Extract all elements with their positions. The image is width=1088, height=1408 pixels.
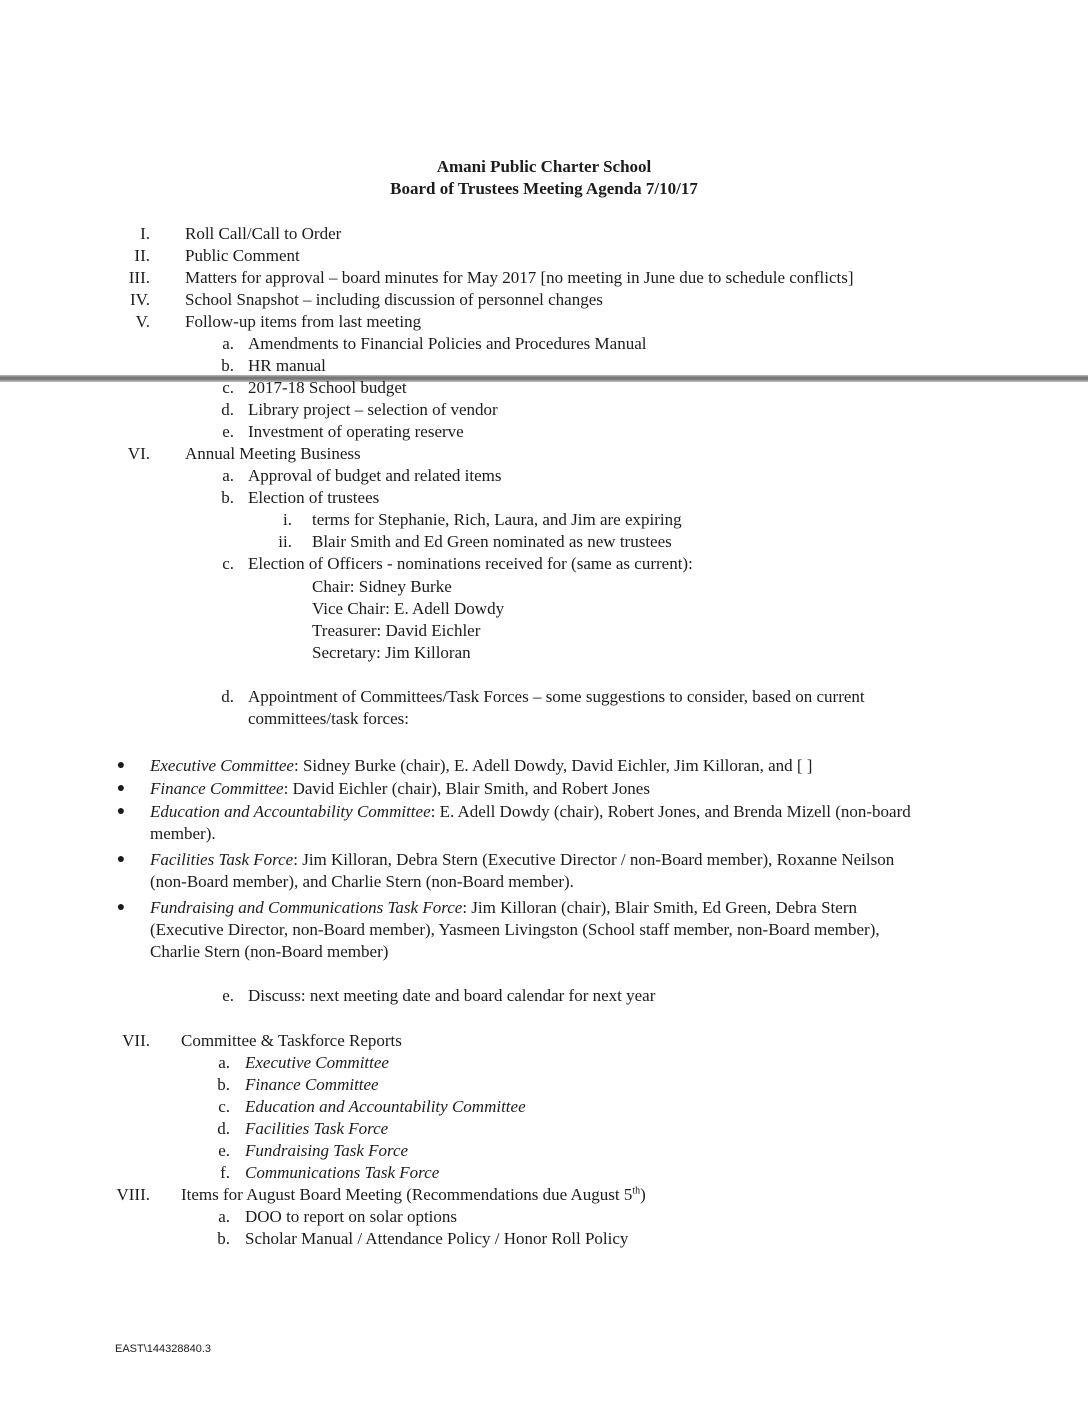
committee-facilities <box>150 849 930 893</box>
item-public-comment: Public Comment <box>185 246 300 265</box>
sub-item: Education and Accountability Committee <box>245 1097 526 1116</box>
sub-letter: a. <box>222 466 234 485</box>
committee-members: : E. Adell Dowdy (chair), Robert Jones, and Brenda Mizell (non-board member). <box>150 802 911 843</box>
scan-artifact-bar <box>0 375 1088 382</box>
item-number: IV. <box>130 290 150 309</box>
sub-roman: i. <box>283 510 292 529</box>
sub-item: Investment of operating reserve <box>248 422 464 441</box>
sub-letter: e. <box>222 986 234 1005</box>
sub-letter: e. <box>218 1141 230 1160</box>
item-number: VIII. <box>116 1185 150 1204</box>
sub-letter: a. <box>218 1053 230 1072</box>
document-id: EAST\144328840.3 <box>115 1343 212 1355</box>
sub-letter: b. <box>221 488 234 507</box>
committee-name: Education and Accountability Committee <box>150 802 431 821</box>
sub-letter: c. <box>218 1097 230 1116</box>
item-school-snapshot: School Snapshot – including discussion of personnel changes <box>185 290 603 309</box>
sub-item: Election of Officers - nominations received for (same as current): <box>248 554 693 573</box>
item-august-meeting <box>181 1184 646 1206</box>
sub-letter: d. <box>217 1119 230 1138</box>
sub-item: Finance Committee <box>245 1075 379 1094</box>
sub-letter: b. <box>221 356 234 375</box>
sub-letter: b. <box>217 1075 230 1094</box>
committee-finance <box>150 778 930 800</box>
sub-item: Facilities Task Force <box>245 1119 389 1138</box>
sub-letter: d. <box>221 687 234 706</box>
item-matters-approval: Matters for approval – board minutes for May 2017 [no meeting in June due to schedule conflicts] <box>185 268 854 287</box>
sub-item: Communications Task Force <box>245 1163 440 1182</box>
sub-letter: a. <box>218 1207 230 1226</box>
committee-executive <box>150 755 930 777</box>
sub-item: Approval of budget and related items <box>248 466 502 485</box>
sub-sub-item: Blair Smith and Ed Green nominated as new trustees <box>312 532 672 551</box>
committee-name: Facilities Task Force <box>150 850 294 869</box>
bullet-icon: ● <box>116 852 126 867</box>
committee-name: Fundraising and Communications Task Force <box>150 898 463 917</box>
agenda-title: Board of Trustees Meeting Agenda 7/10/17 <box>390 179 698 198</box>
officer-vice-chair: Vice Chair: E. Adell Dowdy <box>312 599 505 618</box>
item-committee-reports: Committee & Taskforce Reports <box>181 1031 402 1050</box>
item-number: VI. <box>127 444 150 463</box>
ordinal-suffix: th <box>632 1185 641 1197</box>
sub-item: DOO to report on solar options <box>245 1207 458 1226</box>
sub-item: 2017-18 School budget <box>248 378 407 397</box>
officer-chair: Chair: Sidney Burke <box>312 577 452 596</box>
sub-item-continued: committees/task forces: <box>248 709 409 728</box>
sub-sub-item: terms for Stephanie, Rich, Laura, and Jim are expiring <box>312 510 682 529</box>
sub-letter: e. <box>222 422 234 441</box>
sub-item: Executive Committee <box>245 1053 389 1072</box>
item-roll-call: Roll Call/Call to Order <box>185 224 342 243</box>
sub-letter: b. <box>217 1229 230 1248</box>
sub-item: Fundraising Task Force <box>245 1141 409 1160</box>
committee-members: : Jim Killoran, Debra Stern (Executive Director / non-Board member), Roxanne Neilson (non-Board member), and Charlie Stern (non-Board member). <box>150 850 895 891</box>
sub-letter: f. <box>220 1163 230 1182</box>
sub-letter: d. <box>221 400 234 419</box>
sub-item: Library project – selection of vendor <box>248 400 498 419</box>
item-number: III. <box>128 268 150 287</box>
bullet-icon: ● <box>116 758 126 773</box>
item-text-end: ) <box>640 1185 646 1204</box>
committee-members: : David Eichler (chair), Blair Smith, and Robert Jones <box>283 779 650 798</box>
item-text: Items for August Board Meeting (Recommendations due August 5 <box>181 1185 633 1204</box>
committee-education <box>150 801 930 845</box>
sub-item: Discuss: next meeting date and board calendar for next year <box>248 986 656 1005</box>
sub-item: Election of trustees <box>248 488 380 507</box>
officer-treasurer: Treasurer: David Eichler <box>312 621 481 640</box>
sub-letter: c. <box>222 378 234 397</box>
bullet-icon: ● <box>116 900 126 915</box>
item-number: II. <box>134 246 150 265</box>
sub-letter: a. <box>222 334 234 353</box>
bullet-icon: ● <box>116 781 126 796</box>
sub-roman: ii. <box>278 532 292 551</box>
item-follow-up: Follow-up items from last meeting <box>185 312 422 331</box>
school-name: Amani Public Charter School <box>436 157 652 176</box>
committee-members: : Sidney Burke (chair), E. Adell Dowdy, David Eichler, Jim Killoran, and [ ] <box>293 756 813 775</box>
officer-secretary: Secretary: Jim Killoran <box>312 643 471 662</box>
committee-name: Executive Committee <box>150 756 294 775</box>
committee-fundraising <box>150 897 930 963</box>
item-number: I. <box>140 224 150 243</box>
committee-members: : Jim Killoran (chair), Blair Smith, Ed Green, Debra Stern (Executive Director, non-Board member), Yasmeen Livingston (School staff member, non-Board member), Charlie Stern (non-Board member) <box>150 898 880 961</box>
item-number: V. <box>135 312 150 331</box>
sub-item: Appointment of Committees/Task Forces – some suggestions to consider, based on current <box>248 687 865 706</box>
bullet-icon: ● <box>116 804 126 819</box>
sub-item: HR manual <box>248 356 326 375</box>
item-annual-meeting: Annual Meeting Business <box>185 444 361 463</box>
sub-item: Scholar Manual / Attendance Policy / Honor Roll Policy <box>245 1229 629 1248</box>
sub-letter: c. <box>222 554 234 573</box>
sub-item: Amendments to Financial Policies and Procedures Manual <box>248 334 647 353</box>
item-number: VII. <box>122 1031 150 1050</box>
committee-name: Finance Committee <box>150 779 284 798</box>
